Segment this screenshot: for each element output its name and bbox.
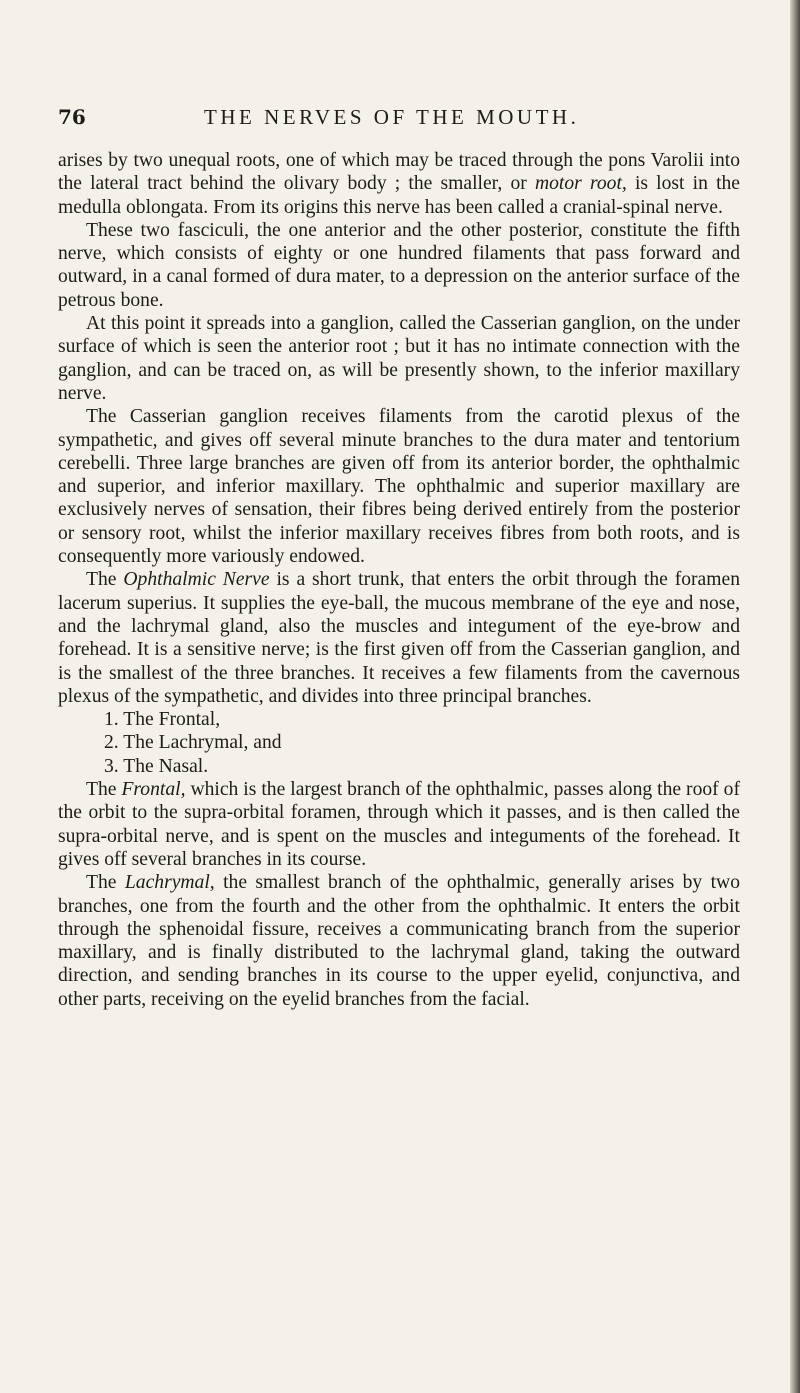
list-item: 1. The Frontal, <box>104 709 221 731</box>
text-run: The <box>86 779 122 801</box>
text-run: which is the largest branch of the ophthalmic, passes along the roof of the orbit to the supra-orbital foramen, through which it passes, and is then called the supra-orbital nerve, and is spent on the muscles and integuments of the forehead. It gives off several branches in its course. <box>58 779 740 870</box>
text-run: is lost in the medulla oblongata. From its origins this nerve has been called a cranial-spinal nerve. <box>58 173 741 218</box>
paragraph <box>58 149 740 219</box>
italic-term: Lachrymal, <box>124 872 215 894</box>
paragraph: The Casserian ganglion receives filaments from the carotid plexus of the sympathetic, and gives off several minute branches to the dura mater and tentorium cerebelli. Three large branches are given off from its anterior border, the ophthalmic and superior, and inferior maxillary. The ophthalmic and superior maxillary are exclusively nerves of sensation, their fibres being derived entirely from the posterior or sensory root, whilst the inferior maxillary receives fibres from both roots, and is consequently more variously endowed. <box>58 406 740 568</box>
paragraph: At this point it spreads into a ganglion, called the Casserian ganglion, on the under surface of which is seen the anterior root ; but it has no intimate connection with the ganglion, and can be traced on, as will be presently shown, to the inferior maxillary nerve. <box>58 313 740 404</box>
page-edge-shadow <box>790 0 800 1393</box>
paragraph: These two fasciculi, the one anterior and the other posterior, constitute the fifth nerve, which consists of eighty or one hundred filaments that pass forward and outward, in a canal formed of dura mater, to a depression on the anterior surface of the petrous bone. <box>58 219 740 311</box>
text-run: The <box>86 569 124 591</box>
running-title: THE NERVES OF THE MOUTH. <box>204 105 580 129</box>
text-run: the smallest branch of the ophthalmic, generally arises by two branches, one from the fourth and the other from the ophthalmic. It enters the orbit through the sphenoidal fissure, receives a communicating branch from the superior maxillary, and is finally distributed to the lachrymal gland, taking the outward direction, and sending branches in its course to the upper eyelid, conjunctiva, and other parts, receiving on the eyelid branches from the facial. <box>58 872 740 1010</box>
page-number: 76 <box>58 105 86 129</box>
paragraph <box>58 568 740 708</box>
body-text <box>58 149 740 1011</box>
text-run: arises by two unequal roots, one of which may be traced through the pons Varolii into the lateral tract behind the olivary body ; the smaller, or <box>58 150 740 195</box>
paragraph <box>58 871 740 1011</box>
italic-term: Frontal, <box>121 779 186 801</box>
italic-term: motor root, <box>534 173 627 195</box>
text-run: The <box>86 872 125 894</box>
text-run: is a short trunk, that enters the orbit through the foramen lacerum superius. It supplies the eye-ball, the mucous membrane of the eye and nose, and the lachrymal gland, also the muscles and integument of the eye-brow and forehead. It is a sensitive nerve; is the first given off from the Casserian ganglion, and is the smallest of the three branches. It receives a few filaments from the cavernous plexus of the sympathetic, and divides into three principal branches. <box>58 569 740 707</box>
list-item: 2. The Lachrymal, and <box>104 732 282 754</box>
list-item: 3. The Nasal. <box>104 755 209 777</box>
paragraph <box>58 778 740 871</box>
italic-term: Ophthalmic Nerve <box>123 569 270 591</box>
